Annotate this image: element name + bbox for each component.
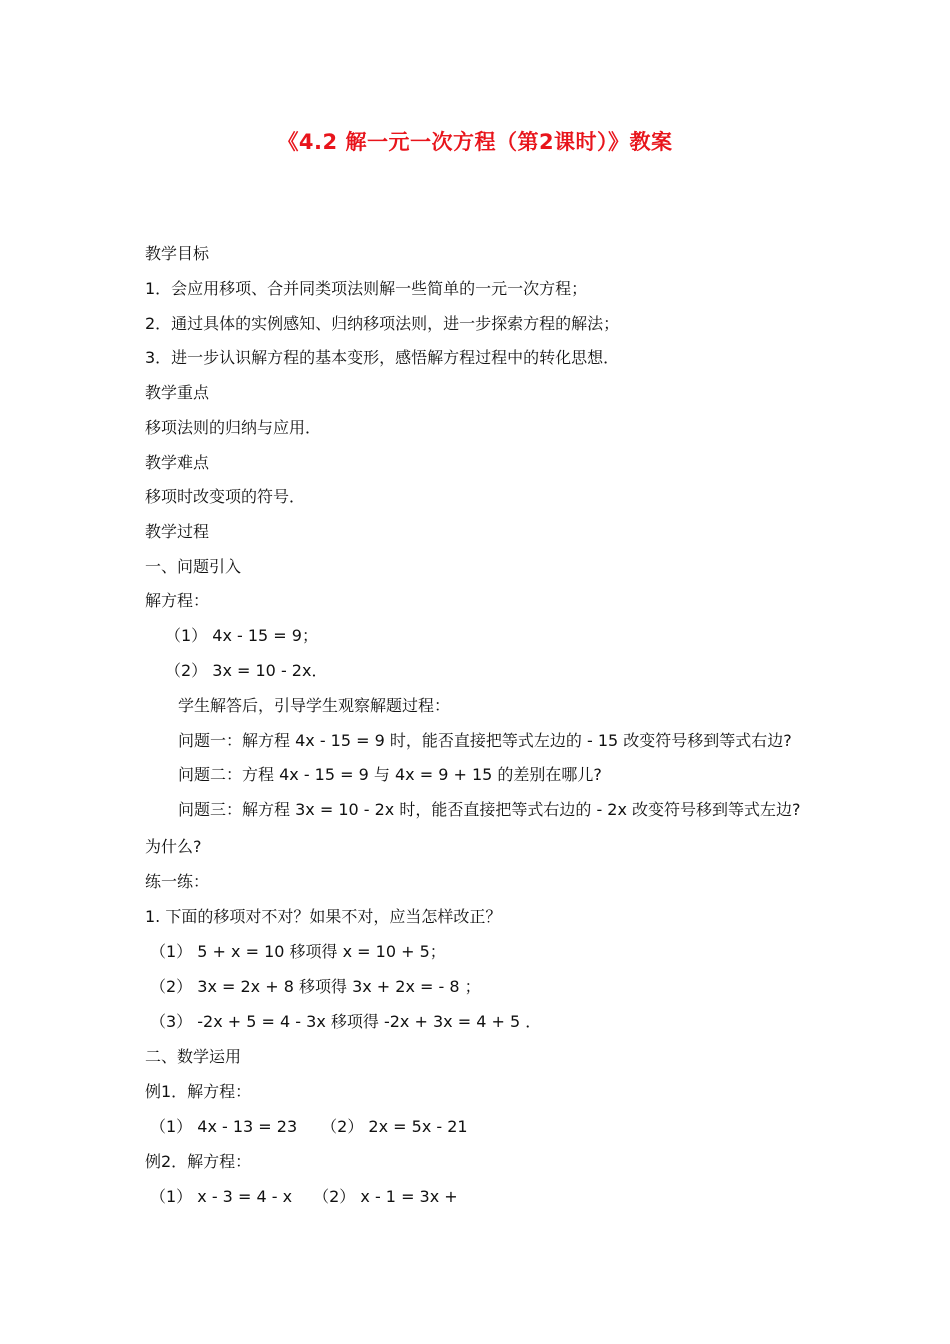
example-2-heading: 例2．解方程： — [145, 1152, 252, 1171]
practice-question: 1. 下面的移项对不对？如果不对，应当怎样改正？ — [145, 907, 502, 926]
equation-1: （1） 4x - 15 = 9； — [165, 626, 318, 645]
practice-item-1: （1） 5 + x = 10 移项得 x = 10 + 5； — [150, 942, 446, 961]
difficulty-text: 移项时改变项的符号． — [145, 487, 306, 506]
question-3: 问题三：解方程 3x = 10 - 2x 时，能否直接把等式右边的 - 2x 改变符号移到等式左边? — [178, 800, 801, 819]
heading-difficulty: 教学难点 — [145, 453, 210, 472]
example-1-heading: 例1．解方程： — [145, 1082, 252, 1101]
solve-prompt: 解方程： — [145, 591, 210, 610]
heading-objectives: 教学目标 — [145, 244, 210, 263]
objective-1: 1．会应用移项、合并同类项法则解一些简单的一元一次方程； — [145, 279, 588, 298]
heading-process: 教学过程 — [145, 522, 210, 541]
practice-heading: 练一练： — [145, 872, 210, 891]
example-1-equations: （1） 4x - 13 = 23 （2） 2x = 5x - 21 — [150, 1117, 468, 1136]
question-1: 问题一：解方程 4x - 15 = 9 时，能否直接把等式左边的 - 15 改变符号移到等式右边? — [178, 731, 792, 750]
key-point-text: 移项法则的归纳与应用． — [145, 418, 322, 437]
objective-3: 3．进一步认识解方程的基本变形，感悟解方程过程中的转化思想． — [145, 348, 620, 367]
document-title: 《4.2 解一元一次方程（第2课时）》教案 — [277, 130, 673, 154]
practice-item-3: （3） -2x + 5 = 4 - 3x 移项得 -2x + 3x = 4 + 5 ． — [150, 1012, 542, 1031]
example-2-equations: （1） x - 3 = 4 - x （2） x - 1 = 3x + — [150, 1187, 458, 1206]
section-two-heading: 二、数学运用 — [145, 1047, 242, 1066]
heading-key-points: 教学重点 — [145, 383, 210, 402]
section-one-heading: 一、问题引入 — [145, 557, 242, 576]
guide-text: 学生解答后，引导学生观察解题过程： — [178, 696, 451, 715]
practice-item-2: （2） 3x = 2x + 8 移项得 3x + 2x = - 8 ； — [150, 977, 481, 996]
question-3-continued: 为什么? — [145, 837, 202, 856]
question-2: 问题二：方程 4x - 15 = 9 与 4x = 9 + 15 的差别在哪儿? — [178, 765, 602, 784]
equation-2: （2） 3x = 10 - 2x． — [165, 661, 328, 680]
objective-2: 2．通过具体的实例感知、归纳移项法则，进一步探索方程的解法； — [145, 314, 620, 333]
